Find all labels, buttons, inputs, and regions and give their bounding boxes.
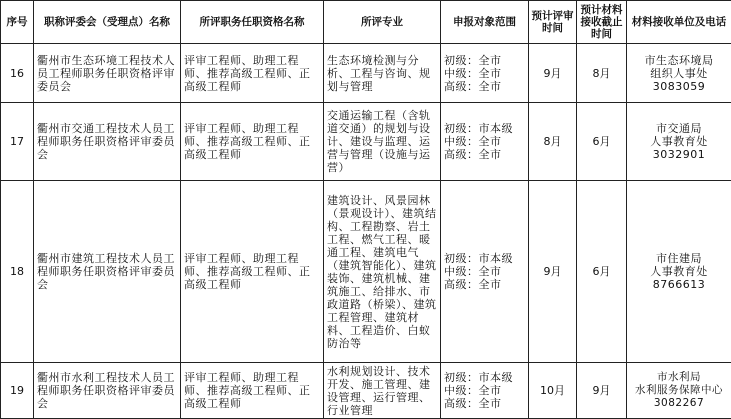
row-specialty: 交通运输工程（含轨道交通）的规划与设计、建设与监理、运营与管理（设施与运营） [324,103,441,181]
row-titles: 评审工程师、助理工程师、推荐高级工程师、正高级工程师 [181,103,324,181]
row-titles: 评审工程师、助理工程师、推荐高级工程师、正高级工程师 [181,181,324,363]
table-header-row [1,1,731,44]
row-committee: 衢州市生态环境工程技术人员工程师职务任职资格评审委员会 [34,44,181,103]
header-no: 序号 [1,1,34,44]
table-row [1,103,731,181]
table-row [1,363,731,419]
row-no: 17 [1,103,34,181]
row-specialty: 生态环境检测与分析、工程与咨询、规划与管理 [324,44,441,103]
table-row [1,181,731,363]
header-titles: 所评职务任职资格名称 [181,1,324,44]
row-no: 18 [1,181,34,363]
row-no: 16 [1,44,34,103]
row-specialty: 建筑设计、风景园林（景观设计）、建筑结构、工程勘察、岩土工程、燃气工程、暖通工程、建筑电气（建筑智能化）、建筑装饰、建筑机械、建筑施工、给排水、市政道路（桥梁）、建筑工程管理、建筑材料、工程造价、白蚁防治等 [324,181,441,363]
row-contact: 市水利局 水利服务保障中心 3082267 [627,363,731,419]
header-deadline: 预计材料接收截止时间 [577,1,627,44]
row-contact: 市生态环境局 组织人事处 3083059 [627,44,731,103]
row-contact: 市住建局 人事教育处 8766613 [627,181,731,363]
row-deadline: 6月 [577,103,627,181]
row-scope: 初级：市本级 中级：全市 高级：全市 [441,103,529,181]
row-scope: 初级：市本级 中级：全市 高级：全市 [441,363,529,419]
row-contact: 市交通局 人事教育处 3032901 [627,103,731,181]
table-row [1,44,731,103]
row-no: 19 [1,363,34,419]
header-specialty: 所评专业 [324,1,441,44]
row-specialty: 水利规划设计、技术开发、施工管理、建设管理、运行管理、行业管理 [324,363,441,419]
row-scope: 初级：市本级 中级：全市 高级：全市 [441,181,529,363]
row-review-time: 10月 [529,363,577,419]
header-review-time: 预计评审时间 [529,1,577,44]
header-committee: 职称评委会（受理点）名称 [34,1,181,44]
header-scope: 申报对象范围 [441,1,529,44]
header-contact: 材料接收单位及电话 [627,1,731,44]
row-review-time: 9月 [529,181,577,363]
row-review-time: 8月 [529,103,577,181]
row-committee: 衢州市水利工程技术人员工程师职务任职资格评审委员会 [34,363,181,419]
row-committee: 衢州市交通工程技术人员工程师职务任职资格评审委员会 [34,103,181,181]
row-titles: 评审工程师、助理工程师、推荐高级工程师、正高级工程师 [181,363,324,419]
row-deadline: 6月 [577,181,627,363]
row-committee: 衢州市建筑工程技术人员工程师职务任职资格评审委员会 [34,181,181,363]
row-scope: 初级：全市 中级：全市 高级：全市 [441,44,529,103]
row-review-time: 9月 [529,44,577,103]
row-deadline: 8月 [577,44,627,103]
row-titles: 评审工程师、助理工程师、推荐高级工程师、正高级工程师 [181,44,324,103]
row-deadline: 9月 [577,363,627,419]
